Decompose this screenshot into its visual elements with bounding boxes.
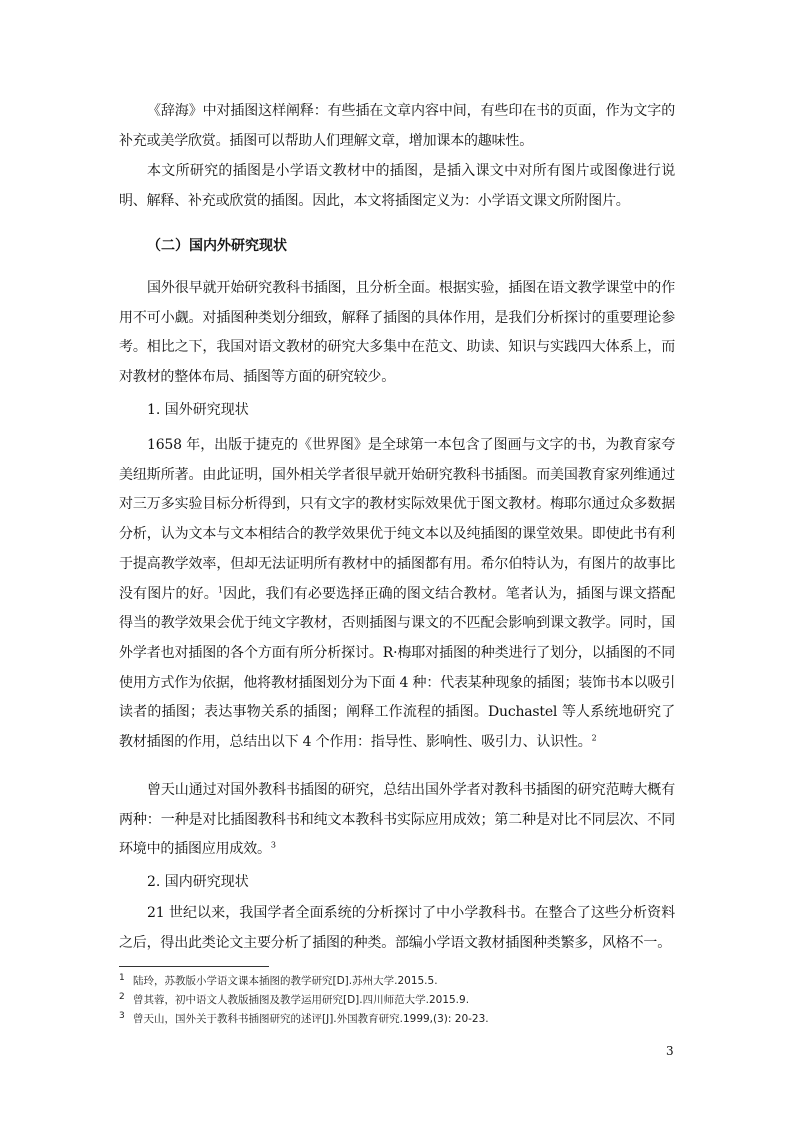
footnote-text: 曾其蓉，初中语文人教版插图及教学运用研究[D].四川师范大学.2015.9. <box>133 994 470 1006</box>
footnote-separator <box>119 966 269 967</box>
paragraph-research-overview: 国外很早就开始研究教科书插图，且分析全面。根据实验，插图在语文教学课堂中的作用不可小觑。对插图种类划分细致，解释了插图的具体作用，是我们分析探讨的重要理论参考。相比之下，我国对语文教材的研究大多集中在范文、助读、知识与实践四大体系上，而对教材的整体布局、插图等方面的研究较少。 <box>119 280 675 386</box>
subheading-domestic-research: 2. 国内研究现状 <box>147 874 249 890</box>
footnote-ref-3[interactable]: 3 <box>270 840 276 850</box>
footnote-text: 陆玲，苏教版小学语文课本插图的教学研究[D].苏州大学.2015.5. <box>133 975 438 987</box>
footnote-2: 2 曾其蓉，初中语文人教版插图及教学运用研究[D].四川师范大学.2015.9. <box>119 991 470 1006</box>
footnote-1: 1 陆玲，苏教版小学语文课本插图的教学研究[D].苏州大学.2015.5. <box>119 972 438 987</box>
paragraph-domestic-research: 21 世纪以来，我国学者全面系统的分析探讨了中小学教科书。在整合了这些分析资料之后，得出此类论文主要分析了插图的种类。部编小学语文教材插图种类繁多，风格不一。 <box>119 905 675 951</box>
subheading-foreign-research: 1. 国外研究现状 <box>147 402 249 418</box>
paragraph-cihai-definition: 《辞海》中对插图这样阐释：有些插在文章内容中间，有些印在书的页面，作为文字的补充或美学欣赏。插图可以帮助人们理解文章，增加课本的趣味性。 <box>119 103 675 149</box>
paragraph-zeng-tianshan: 曾天山通过对国外教科书插图的研究，总结出国外学者对教科书插图的研究范畴大概有两种：一种是对比插图教科书和纯文本教科书实际应用成效；第二种是对比不同层次、不同环境中的插图应用成效。$^3$ <box>119 782 675 858</box>
footnote-3: 3 曾天山，国外关于教科书插图研究的述评[J].外国教育研究.1999,(3): 20-23. <box>119 1010 489 1025</box>
footnote-ref-1[interactable]: 1 <box>217 584 223 594</box>
footnote-ref-2[interactable]: 2 <box>591 733 597 743</box>
paragraph-illustration-definition: 本文所研究的插图是小学语文教材中的插图，是插入课文中对所有图片或图像进行说明、解释、补充或欣赏的插图。因此，本文将插图定义为：小学语文课文所附图片。 <box>119 163 675 209</box>
paragraph-foreign-research: 1658 年，出版于捷克的《世界图》是全球第一本包含了图画与文字的书，为教育家夸美纽斯所著。由此证明，国外相关学者很早就开始研究教科书插图。而美国教育家列维通过对三万多实验目标分析得到，只有文字的教材实际效果优于图文教材。梅耶尔通过众多数据分析，认为文本与文本相结合的教学效果优于纯文本以及纯插图的课堂效果。即使此书有利于提高教学效率，但却无法证明所有教材中的插图都有用。希尔伯特认为，有图片的故事比没有图片的好。$^1$因此，我们有必要选择正确的图文结合教材。笔者认为，插图与课文搭配得当的教学效果会优于纯文字教材，否则插图与课文的不匹配会影响到课文教学。同时，国外学者也对插图的各个方面有所分析探讨。R·梅耶对插图的种类进行了划分，以插图的不同使用方式作为依据，他将教材插图划分为下面 4 种：代表某种现象的插图；装饰书本以吸引读者的插图；表达事物关系的插图；阐释工作流程的插图。Duchastel 等人系统地研究了教材插图的作用，总结出以下 4 个作用：指导性、影响性、吸引力、认识性。$^2$ <box>119 437 675 751</box>
footnote-text: 曾天山，国外关于教科书插图研究的述评[J].外国教育研究.1999,(3): 20-23. <box>133 1013 489 1025</box>
section-heading: （二）国内外研究现状 <box>147 238 287 254</box>
page-number: 3 <box>666 1044 674 1058</box>
